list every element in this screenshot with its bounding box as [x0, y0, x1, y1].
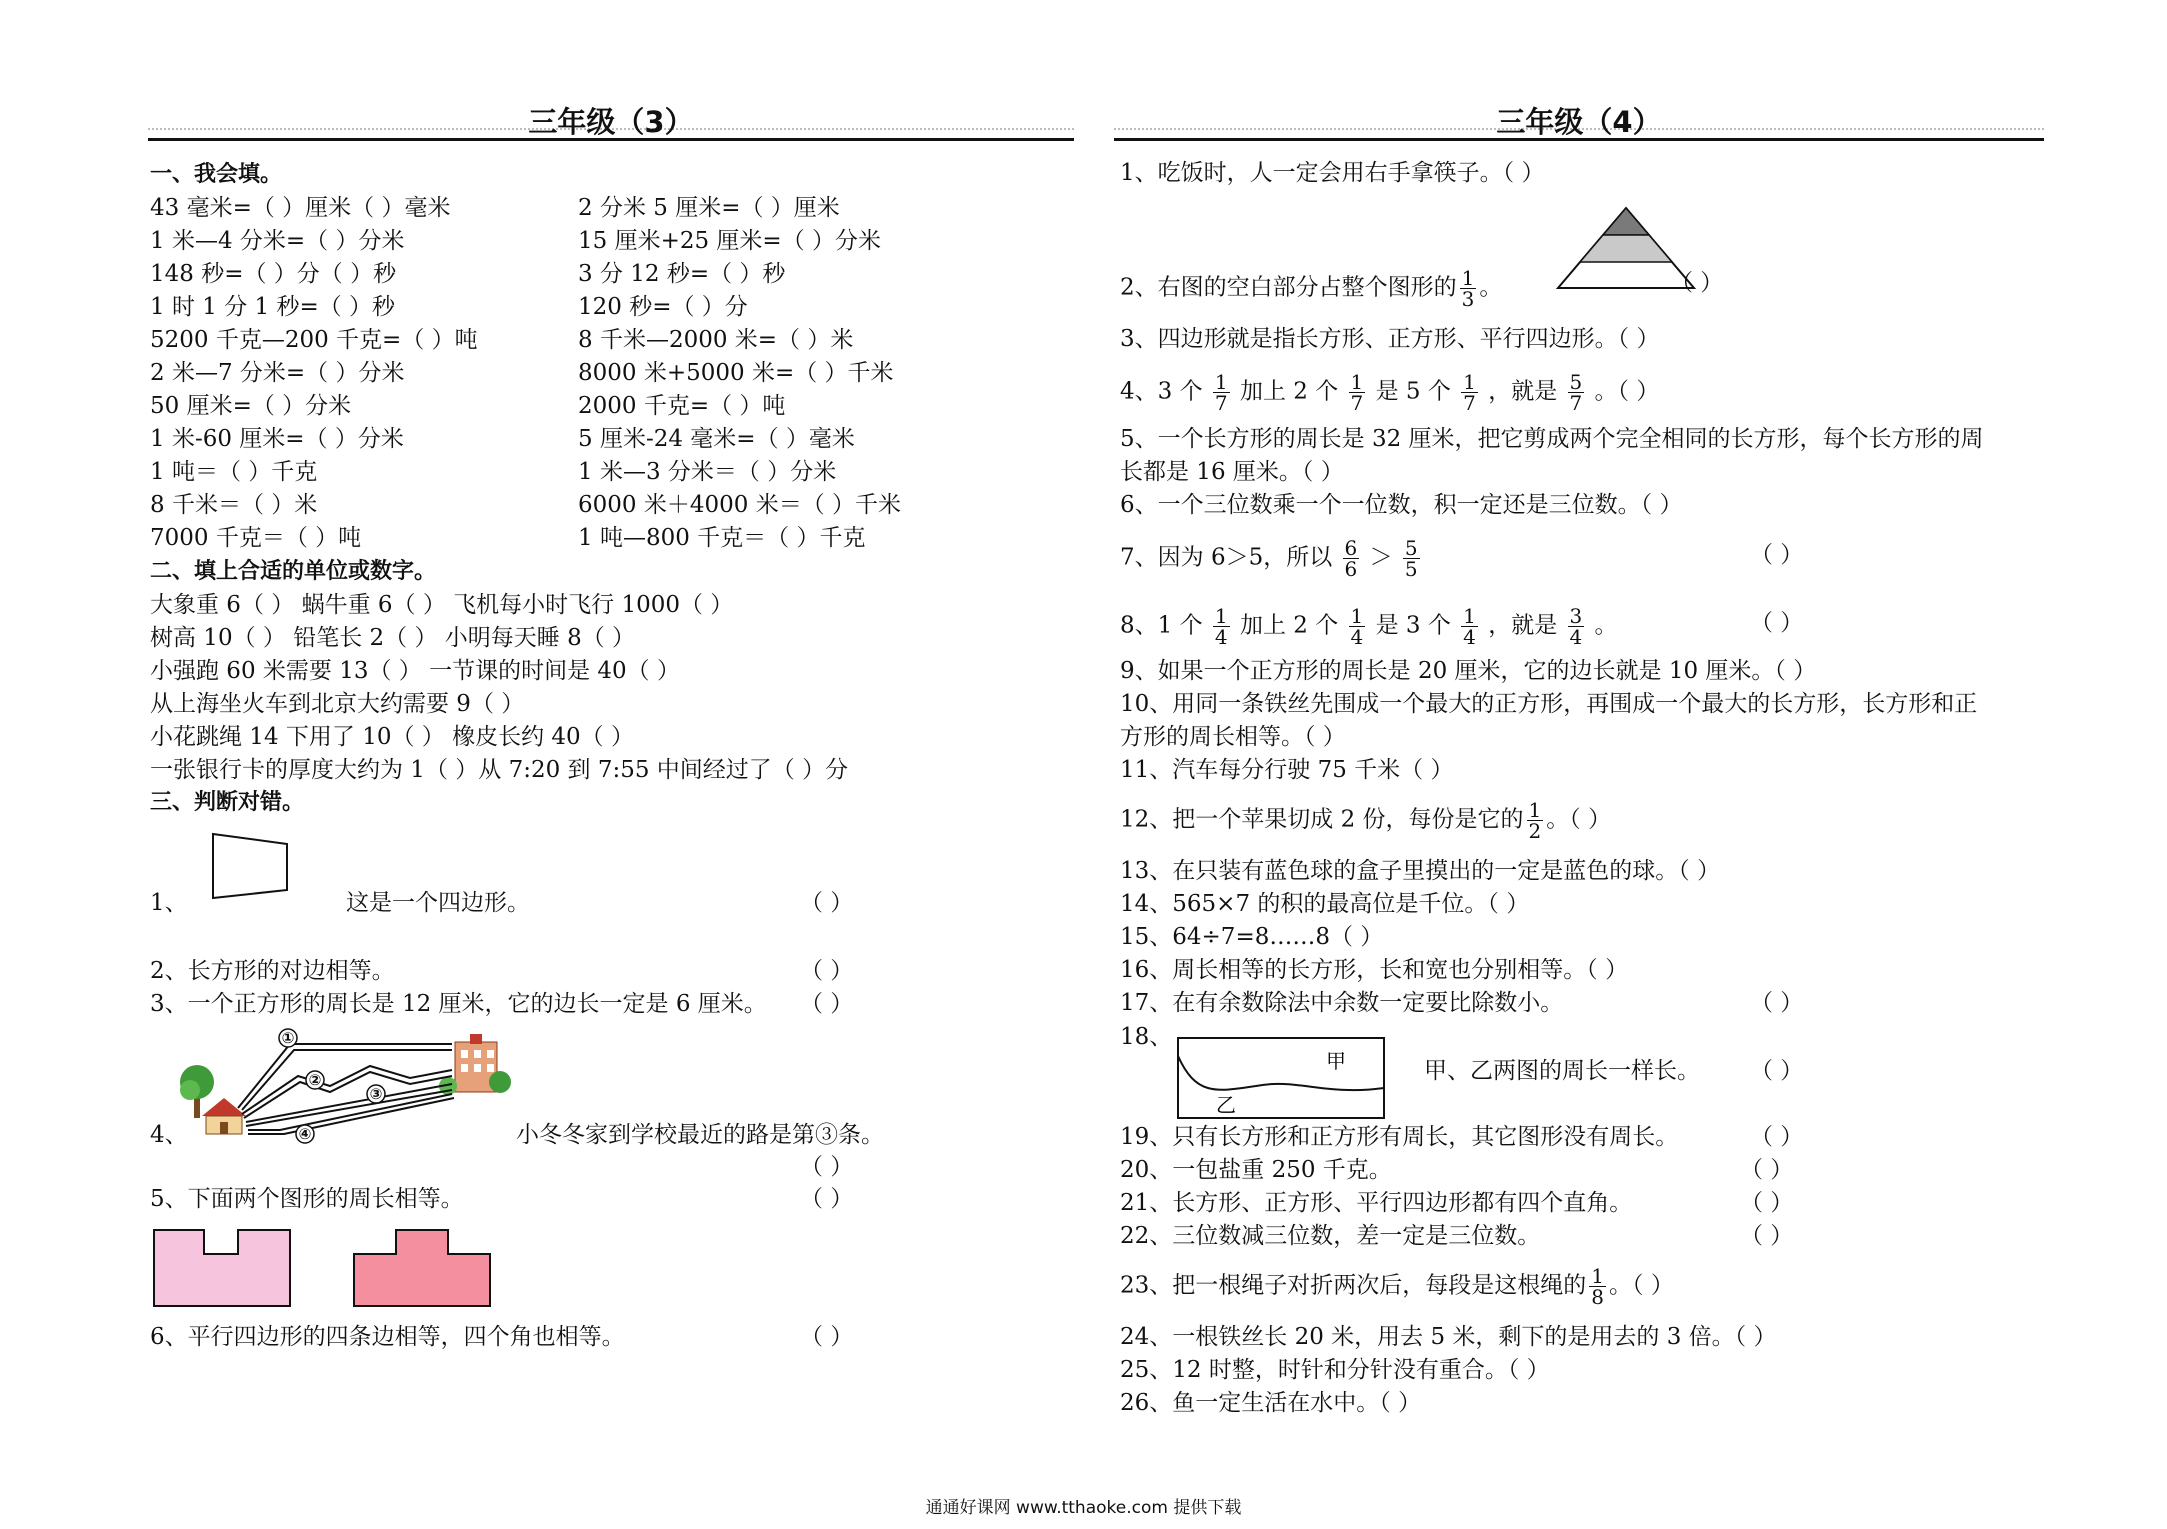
yi-label: 乙 — [1216, 1093, 1236, 1117]
quadrilateral-figure — [210, 832, 290, 900]
right-q22-paren: （ ） — [1740, 1223, 1794, 1249]
right-q18-paren: （ ） — [1750, 1058, 1804, 1084]
fill-item: 6000 米＋4000 米＝（ ）千米 — [578, 492, 901, 518]
fill-item: 8 千米—2000 米=（ ）米 — [578, 327, 854, 353]
right-q23: 23、把一根绳子对折两次后，每段是这根绳的 $\frac{1}{8}$ 。（ ） — [1120, 1264, 1674, 1309]
right-q11: 11、汽车每分行驶 75 千米（ ） — [1120, 757, 1454, 783]
perimeter-shape-left — [152, 1228, 292, 1308]
fill-item: 2000 千克=（ ）吨 — [578, 393, 786, 419]
fraction: $\frac{3}{4}$ — [1569, 604, 1583, 649]
judge-6-paren: （ ） — [800, 1324, 854, 1350]
fill-item: 2 分米 5 厘米=（ ）厘米 — [578, 195, 840, 221]
route-label: ④ — [298, 1125, 312, 1143]
right-q8: 8、1 个 $\frac{1}{4}$ 加上 2 个 $\frac{1}{4}$ 是 3 个 $\frac{1}{4}$ ，就是 $\frac{3}{4}$ 。 — [1120, 604, 1618, 649]
judge-1-text: 这是一个四边形。 — [346, 890, 530, 916]
fill-item: 7000 千克＝（ ）吨 — [150, 525, 362, 551]
fraction: $\frac{1}{7}$ — [1214, 370, 1228, 415]
judge-6-text: 6、平行四边形的四条边相等，四个角也相等。 — [150, 1324, 625, 1350]
right-q16: 16、周长相等的长方形，长和宽也分别相等。（ ） — [1120, 957, 1629, 983]
fraction: $\frac{1}{7}$ — [1350, 370, 1364, 415]
fill-item: 1 米—3 分米＝（ ）分米 — [578, 459, 837, 485]
fraction: $\frac{1}{7}$ — [1463, 370, 1476, 415]
units-line: 大象重 6（ ） 蜗牛重 6（ ） 飞机每小时飞行 1000（ ） — [150, 592, 734, 618]
right-q10-line2: 方形的周长相等。（ ） — [1120, 724, 1346, 750]
fill-item: 120 秒=（ ）分 — [578, 294, 748, 320]
right-q22: 22、三位数减三位数，差一定是三位数。 — [1120, 1223, 1541, 1249]
fraction: $\frac{5}{7}$ — [1569, 370, 1583, 415]
units-line: 小强跑 60 米需要 13（ ） 一节课的时间是 40（ ） — [150, 658, 680, 684]
left-title: 三年级（3） — [528, 105, 694, 139]
fraction: $\frac{1}{4}$ — [1463, 604, 1476, 649]
right-q19: 19、只有长方形和正方形有周长，其它图形没有周长。 — [1120, 1124, 1679, 1150]
right-q21-paren: （ ） — [1740, 1190, 1794, 1216]
right-q13: 13、在只装有蓝色球的盒子里摸出的一定是蓝色的球。（ ） — [1120, 858, 1721, 884]
fill-item: 3 分 12 秒=（ ）秒 — [578, 261, 786, 287]
fraction: $\frac{1}{8}$ — [1591, 1264, 1605, 1309]
units-line: 小花跳绳 14 下用了 10（ ） 橡皮长约 40（ ） — [150, 724, 634, 750]
fill-item: 15 厘米+25 厘米=（ ）分米 — [578, 228, 882, 254]
fill-item: 43 毫米=（ ）厘米（ ）毫米 — [150, 195, 451, 221]
units-line: 一张银行卡的厚度大约为 1（ ）从 7:20 到 7:55 中间经过了（ ）分 — [150, 757, 849, 783]
right-q4: 4、3 个 $\frac{1}{7}$ 加上 2 个 $\frac{1}{7}$ 是 5 个 $\frac{1}{7}$ ，就是 $\frac{5}{7}$ 。（ ） — [1120, 370, 1660, 415]
judge-1-number: 1、 — [150, 890, 188, 916]
judge-5-text: 5、下面两个图形的周长相等。 — [150, 1186, 464, 1212]
right-q3: 3、四边形就是指长方形、正方形、平行四边形。（ ） — [1120, 326, 1660, 352]
judge-4-paren: （ ） — [800, 1154, 854, 1180]
judge-2-text: 2、长方形的对边相等。 — [150, 958, 395, 984]
right-q17: 17、在有余数除法中余数一定要比除数小。 — [1120, 990, 1564, 1016]
right-q5-line2: 长都是 16 厘米。（ ） — [1120, 459, 1344, 485]
right-q21: 21、长方形、正方形、平行四边形都有四个直角。 — [1120, 1190, 1633, 1216]
right-q15: 15、64÷7=8……8（ ） — [1120, 924, 1384, 950]
right-q24: 24、一根铁丝长 20 米，用去 5 米，剩下的是用去的 3 倍。（ ） — [1120, 1324, 1777, 1350]
right-q20-paren: （ ） — [1740, 1157, 1794, 1183]
fraction: $\frac{6}{6}$ — [1344, 536, 1358, 581]
fraction: $\frac{1}{4}$ — [1350, 604, 1364, 649]
fill-item: 1 吨—800 千克＝（ ）千克 — [578, 525, 866, 551]
section-units-heading: 二、填上合适的单位或数字。 — [150, 559, 437, 584]
route-label: ③ — [369, 1085, 383, 1103]
right-q2-paren: （ ） — [1670, 270, 1724, 296]
perimeter-shape-right — [352, 1228, 492, 1308]
right-q26: 26、鱼一定生活在水中。（ ） — [1120, 1390, 1422, 1416]
jia-label: 甲 — [1326, 1049, 1346, 1073]
fill-item: 1 米—4 分米=（ ）分米 — [150, 228, 405, 254]
judge-1-paren: （ ） — [800, 890, 854, 916]
right-q1: 1、吃饭时，人一定会用右手拿筷子。（ ） — [1120, 160, 1545, 186]
fill-item: 1 吨＝（ ）千克 — [150, 459, 318, 485]
right-q7-paren: （ ） — [1750, 542, 1804, 568]
judge-2-paren: （ ） — [800, 958, 854, 984]
fill-item: 1 时 1 分 1 秒=（ ）秒 — [150, 294, 396, 320]
right-q19-paren: （ ） — [1750, 1124, 1804, 1150]
fraction: $\frac{1}{2}$ — [1528, 798, 1542, 843]
units-line: 从上海坐火车到北京大约需要 9（ ） — [150, 691, 525, 717]
judge-3-text: 3、一个正方形的周长是 12 厘米，它的边长一定是 6 厘米。 — [150, 991, 767, 1017]
right-q17-paren: （ ） — [1750, 990, 1804, 1016]
fill-item: 5200 千克—200 千克=（ ）吨 — [150, 327, 478, 353]
fill-item: 8000 米+5000 米=（ ）千米 — [578, 360, 894, 386]
fraction: $\frac{1}{3}$ — [1461, 266, 1475, 311]
units-line: 树高 10（ ） 铅笔长 2（ ） 小明每天睡 8（ ） — [150, 625, 636, 651]
fill-item: 5 厘米-24 毫米=（ ）毫米 — [578, 426, 855, 452]
section-judge-heading: 三、判断对错。 — [150, 790, 305, 815]
fill-item: 2 米—7 分米=（ ）分米 — [150, 360, 405, 386]
right-q6: 6、一个三位数乘一个一位数，积一定还是三位数。（ ） — [1120, 492, 1683, 518]
fill-item: 8 千米＝（ ）米 — [150, 492, 318, 518]
fill-item: 148 秒=（ ）分（ ）秒 — [150, 261, 397, 287]
judge-3-paren: （ ） — [800, 991, 854, 1017]
judge-4-number: 4、 — [150, 1122, 188, 1148]
right-q25: 25、12 时整，时针和分针没有重合。（ ） — [1120, 1357, 1550, 1383]
footer-source: 通通好课网 www.tthaoke.com 提供下载 — [925, 1498, 1242, 1518]
right-q8-paren: （ ） — [1750, 610, 1804, 636]
right-q14: 14、565×7 的积的最高位是千位。（ ） — [1120, 891, 1530, 917]
left-title-rule — [148, 138, 1074, 141]
route-label: ② — [308, 1071, 322, 1089]
right-q18-text: 甲、乙两图的周长一样长。 — [1424, 1058, 1700, 1084]
right-q20: 20、一包盐重 250 千克。 — [1120, 1157, 1392, 1183]
fraction: $\frac{1}{4}$ — [1214, 604, 1228, 649]
fill-item: 50 厘米=（ ）分米 — [150, 393, 352, 419]
judge-4-text: 小冬冬家到学校最近的路是第③条。 — [516, 1122, 884, 1148]
right-q10-line1: 10、用同一条铁丝先围成一个最大的正方形，再围成一个最大的长方形，长方形和正 — [1120, 691, 1978, 717]
fill-item: 1 米-60 厘米=（ ）分米 — [150, 426, 404, 452]
right-q2: 2、右图的空白部分占整个图形的 $\frac{1}{3}$ 。 — [1120, 266, 1503, 311]
right-q18-number: 18、 — [1120, 1024, 1173, 1050]
right-q12: 12、把一个苹果切成 2 份，每份是它的 $\frac{1}{2}$ 。（ ） — [1120, 798, 1612, 843]
route-label: ① — [281, 1029, 295, 1047]
jia-yi-figure — [1176, 1036, 1386, 1120]
right-q9: 9、如果一个正方形的周长是 20 厘米，它的边长就是 10 厘米。（ ） — [1120, 658, 1817, 684]
judge-5-paren: （ ） — [800, 1186, 854, 1212]
section-fill-heading: 一、我会填。 — [150, 162, 283, 187]
right-title-rule — [1114, 138, 2044, 141]
right-q7: 7、因为 6＞5，所以 $\frac{6}{6}$ ＞ $\frac{5}{5}$ — [1120, 536, 1418, 581]
fraction: $\frac{5}{5}$ — [1404, 536, 1418, 581]
right-q5-line1: 5、一个长方形的周长是 32 厘米，把它剪成两个完全相同的长方形，每个长方形的周 — [1120, 426, 1984, 452]
route-map-illustration — [180, 1030, 520, 1142]
right-title: 三年级（4） — [1496, 105, 1662, 139]
